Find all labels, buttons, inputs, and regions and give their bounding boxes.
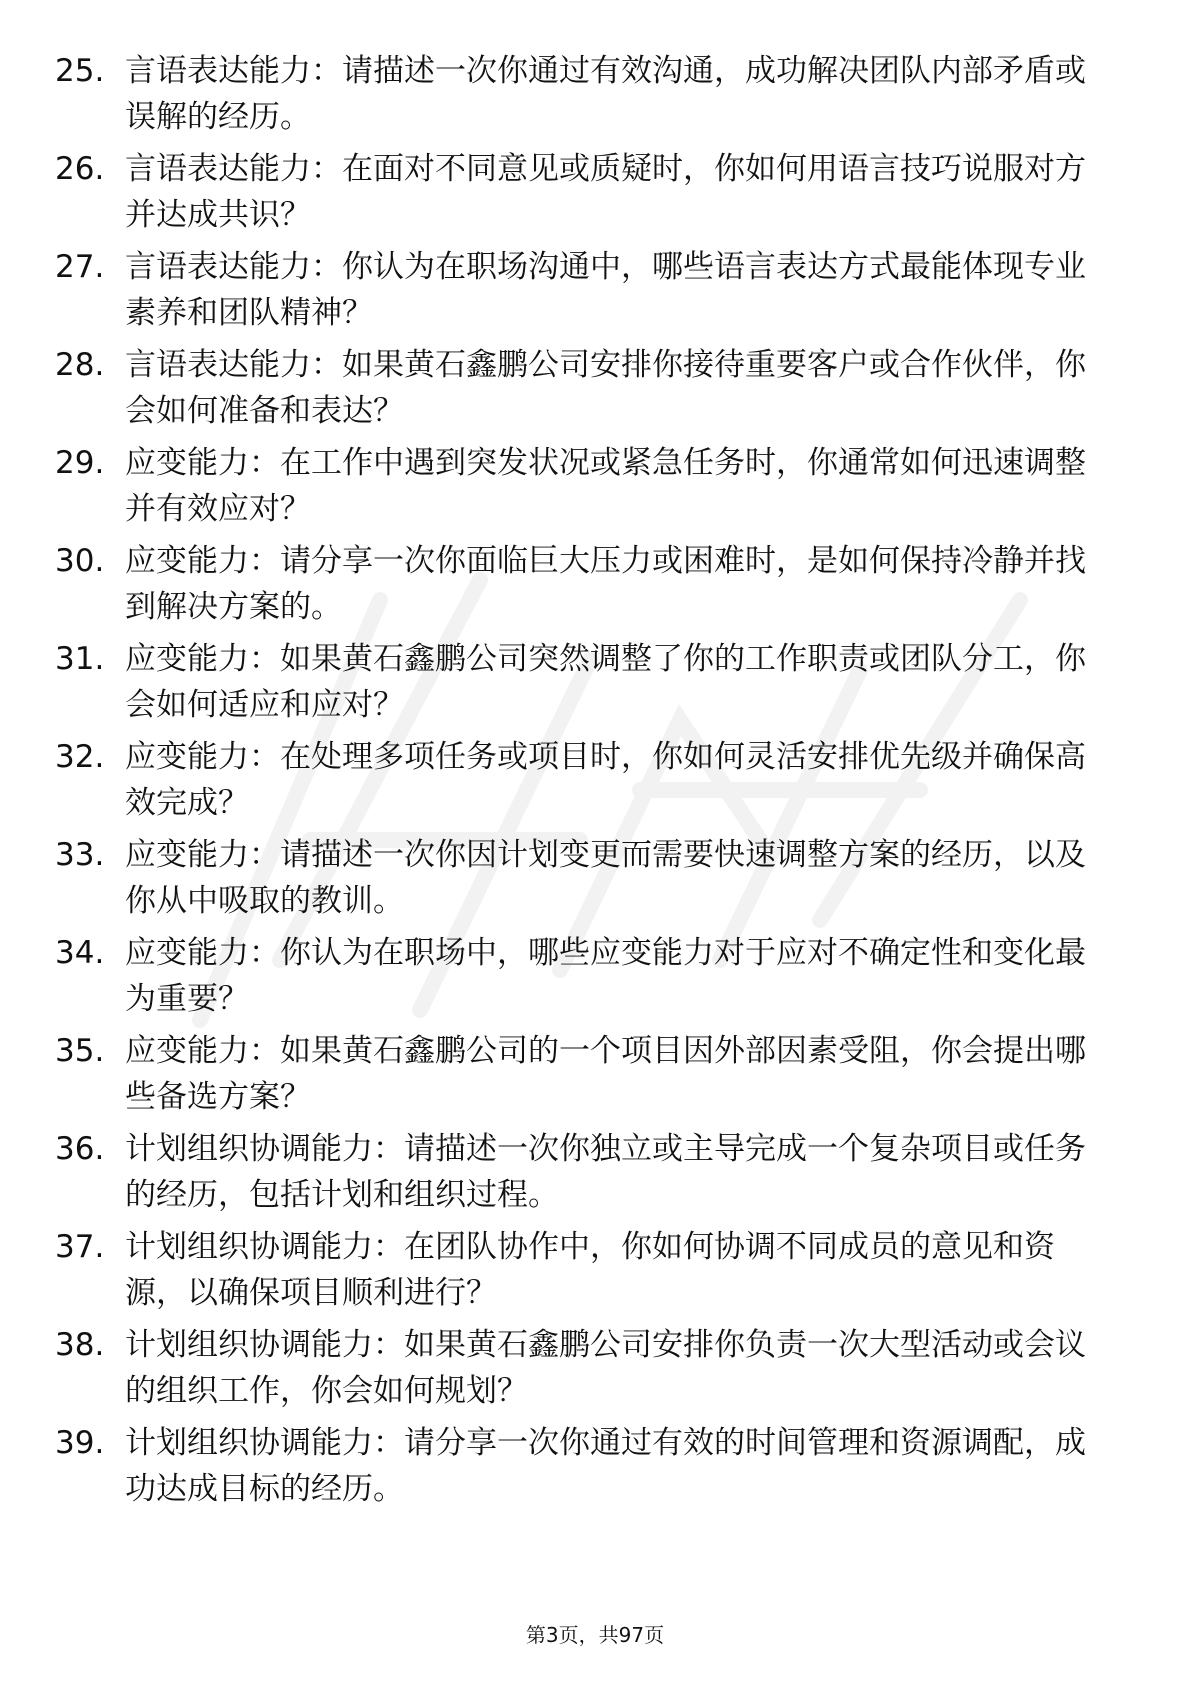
question-number: 35. [55,1033,105,1069]
question-number: 38. [55,1327,105,1363]
question-number: 39. [55,1425,105,1461]
question-item [55,1224,1115,1322]
question-text: 应变能力：你认为在职场中，哪些应变能力对于应对不确定性和变化最为重要？ [125,935,1086,1017]
question-item [55,1126,1115,1224]
question-item [55,146,1115,244]
question-number: 28. [55,347,105,383]
page-number: 第3页，共97页 [525,1623,665,1647]
question-item [55,734,1115,832]
question-text: 计划组织协调能力：如果黄石鑫鹏公司安排你负责一次大型活动或会议的组织工作，你会如何规划？ [125,1327,1086,1409]
question-text: 应变能力：请描述一次你因计划变更而需要快速调整方案的经历，以及你从中吸取的教训。 [125,837,1086,919]
question-text: 计划组织协调能力：请分享一次你通过有效的时间管理和资源调配，成功达成目标的经历。 [125,1425,1086,1507]
question-text: 应变能力：在工作中遇到突发状况或紧急任务时，你通常如何迅速调整并有效应对？ [125,445,1086,527]
question-item [55,244,1115,342]
question-number: 37. [55,1229,105,1265]
question-text: 计划组织协调能力：请描述一次你独立或主导完成一个复杂项目或任务的经历，包括计划和组织过程。 [125,1131,1086,1213]
question-list [55,48,1115,1518]
question-number: 31. [55,641,105,677]
question-item [55,48,1115,146]
question-text: 应变能力：在处理多项任务或项目时，你如何灵活安排优先级并确保高效完成？ [125,739,1086,821]
question-item [55,636,1115,734]
question-text: 计划组织协调能力：在团队协作中，你如何协调不同成员的意见和资源，以确保项目顺利进行？ [125,1229,1055,1311]
question-item [55,440,1115,538]
question-item [55,832,1115,930]
question-text: 言语表达能力：在面对不同意见或质疑时，你如何用语言技巧说服对方并达成共识？ [125,151,1086,233]
question-text: 应变能力：请分享一次你面临巨大压力或困难时，是如何保持冷静并找到解决方案的。 [125,543,1086,625]
question-number: 34. [55,935,105,971]
question-item [55,538,1115,636]
question-number: 29. [55,445,105,481]
question-number: 30. [55,543,105,579]
question-number: 36. [55,1131,105,1167]
question-text: 应变能力：如果黄石鑫鹏公司突然调整了你的工作职责或团队分工，你会如何适应和应对？ [125,641,1086,723]
question-number: 25. [55,53,105,89]
question-item [55,1028,1115,1126]
question-number: 27. [55,249,105,285]
question-text: 言语表达能力：你认为在职场沟通中，哪些语言表达方式最能体现专业素养和团队精神？ [125,249,1086,331]
question-text: 言语表达能力：请描述一次你通过有效沟通，成功解决团队内部矛盾或误解的经历。 [125,53,1086,135]
question-item [55,1322,1115,1420]
question-item [55,1420,1115,1518]
question-number: 33. [55,837,105,873]
question-number: 26. [55,151,105,187]
question-item [55,342,1115,440]
question-text: 言语表达能力：如果黄石鑫鹏公司安排你接待重要客户或合作伙伴，你会如何准备和表达？ [125,347,1086,429]
question-number: 32. [55,739,105,775]
question-item [55,930,1115,1028]
question-text: 应变能力：如果黄石鑫鹏公司的一个项目因外部因素受阻，你会提出哪些备选方案？ [125,1033,1086,1115]
